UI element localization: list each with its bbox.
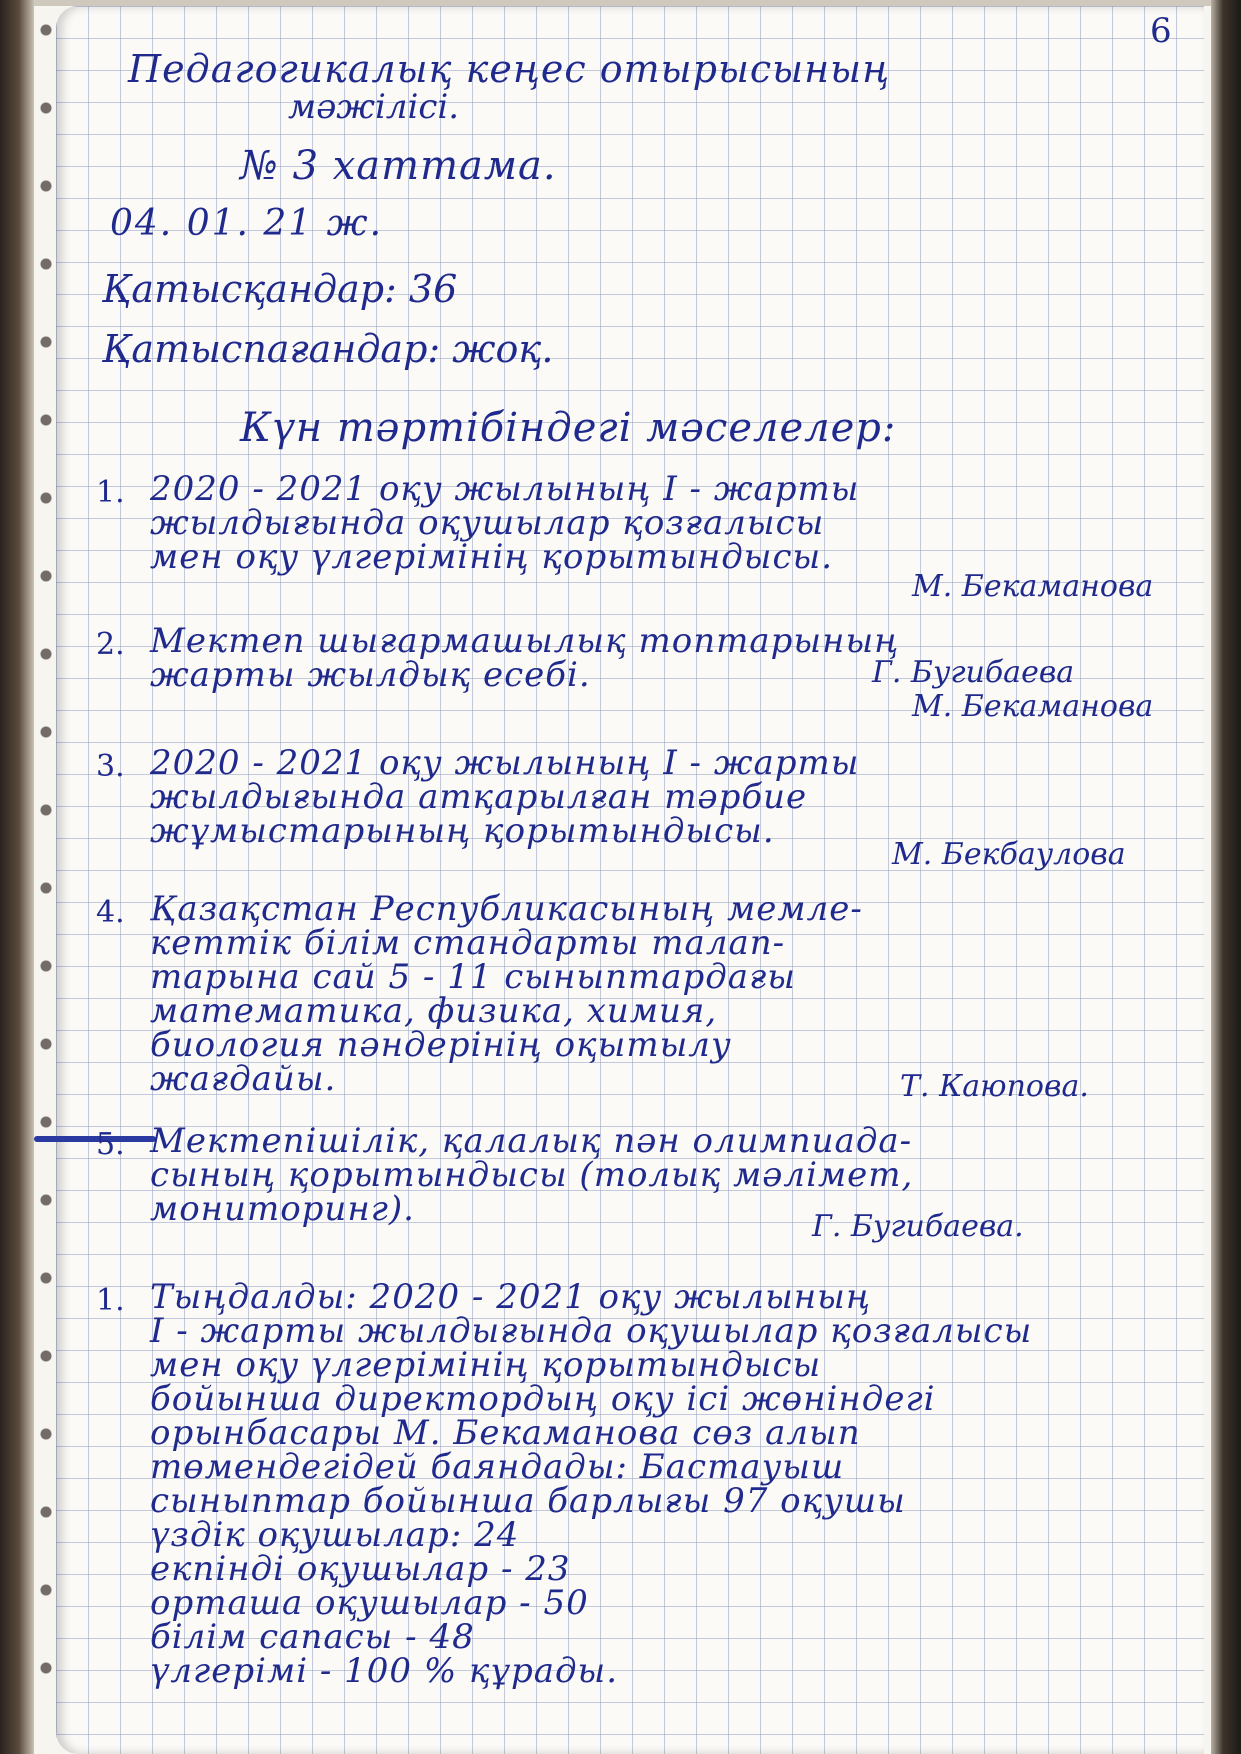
agenda-item-line: мониторинг). — [150, 1189, 415, 1229]
agenda-item-line: биология пәндерінің оқытылу — [150, 1025, 732, 1065]
agenda-item-line: жұмыстарының қорытындысы. — [150, 811, 775, 851]
margin-marker-stroke — [34, 1136, 156, 1142]
minutes-line: төмендегідей баяндады: Бастауыш — [150, 1447, 845, 1487]
agenda-heading: Күн тәртібіндегі мәселелер: — [240, 405, 897, 451]
minutes-line: бойынша директордың оқу ісі жөніндегі — [150, 1379, 936, 1419]
agenda-item-number: 2. — [96, 627, 125, 662]
agenda-item-signer: М. Бекбаулова — [892, 837, 1126, 872]
agenda-item-number: 5. — [96, 1127, 125, 1162]
agenda-item-number: 4. — [96, 895, 125, 930]
agenda-item-line: жылдығында атқарылған тәрбие — [150, 777, 808, 817]
minutes-line: екпінді оқушылар - 23 — [150, 1549, 571, 1589]
agenda-item-line: сының қорытындысы (толық мәлімет, — [150, 1155, 914, 1195]
minutes-item-number: 1. — [96, 1283, 125, 1318]
document-title-continued: мәжілісі. — [288, 87, 460, 127]
attendees-present: Қатысқандар: 36 — [102, 267, 458, 311]
minutes-line: Тыңдалды: 2020 - 2021 оқу жылының — [150, 1277, 872, 1317]
document-title: Педагогикалық кеңес отырысының — [128, 47, 891, 91]
minutes-line: мен оқу үлгерімінің қорытындысы — [150, 1345, 822, 1385]
minutes-line: І - жарты жылдығында оқушылар қозғалысы — [150, 1311, 1033, 1351]
agenda-item-line: 2020 - 2021 оқу жылының І - жарты — [150, 469, 860, 509]
scan-edge-right — [1211, 0, 1241, 1754]
minutes-line: білім сапасы - 48 — [150, 1617, 475, 1657]
agenda-item-line: Қазақстан Республикасының мемле- — [150, 889, 863, 929]
agenda-item-line: Мектепішілік, қалалық пән олимпиада- — [150, 1121, 913, 1161]
agenda-item-number: 3. — [96, 749, 125, 784]
agenda-item-line: кеттік білім стандарты талап- — [150, 923, 786, 963]
agenda-item-signer: М. Бекаманова — [912, 569, 1154, 604]
agenda-item-signer: Г. Бугибаева — [872, 655, 1075, 690]
minutes-line: үлгерімі - 100 % құрады. — [150, 1651, 619, 1691]
agenda-item-line: Мектеп шығармашылық топтарының — [150, 621, 900, 661]
agenda-item-signer: Т. Каюпова. — [900, 1069, 1089, 1104]
agenda-item-line: математика, физика, химия, — [150, 991, 718, 1031]
agenda-item-number: 1. — [96, 475, 125, 510]
agenda-item-line: жарты жылдық есебі. — [150, 655, 591, 695]
binding-holes — [36, 20, 56, 1740]
minutes-line: орынбасары М. Бекаманова сөз алып — [150, 1413, 861, 1453]
agenda-item-signer: Г. Бугибаева. — [812, 1209, 1024, 1244]
agenda-item-line: тарына сай 5 - 11 сыныптардағы — [150, 957, 796, 997]
agenda-item-line: жағдайы. — [150, 1059, 337, 1099]
agenda-item-line: мен оқу үлгерімінің қорытындысы. — [150, 537, 834, 577]
agenda-item-signer: М. Бекаманова — [912, 689, 1154, 724]
minutes-line: орташа оқушылар - 50 — [150, 1583, 589, 1623]
minutes-line: үздік оқушылар: 24 — [150, 1515, 520, 1555]
agenda-item-line: 2020 - 2021 оқу жылының І - жарты — [150, 743, 860, 783]
agenda-item-line: жылдығында оқушылар қозғалысы — [150, 503, 825, 543]
protocol-number: № 3 хаттама. — [240, 143, 557, 189]
scan-edge-left — [0, 0, 34, 1754]
minutes-line: сыныптар бойынша барлығы 97 оқушы — [150, 1481, 906, 1521]
attendees-absent: Қатыспағандар: жоқ. — [102, 327, 554, 371]
page-number: 6 — [1150, 11, 1172, 51]
meeting-date: 04. 01. 21 ж. — [110, 203, 384, 244]
